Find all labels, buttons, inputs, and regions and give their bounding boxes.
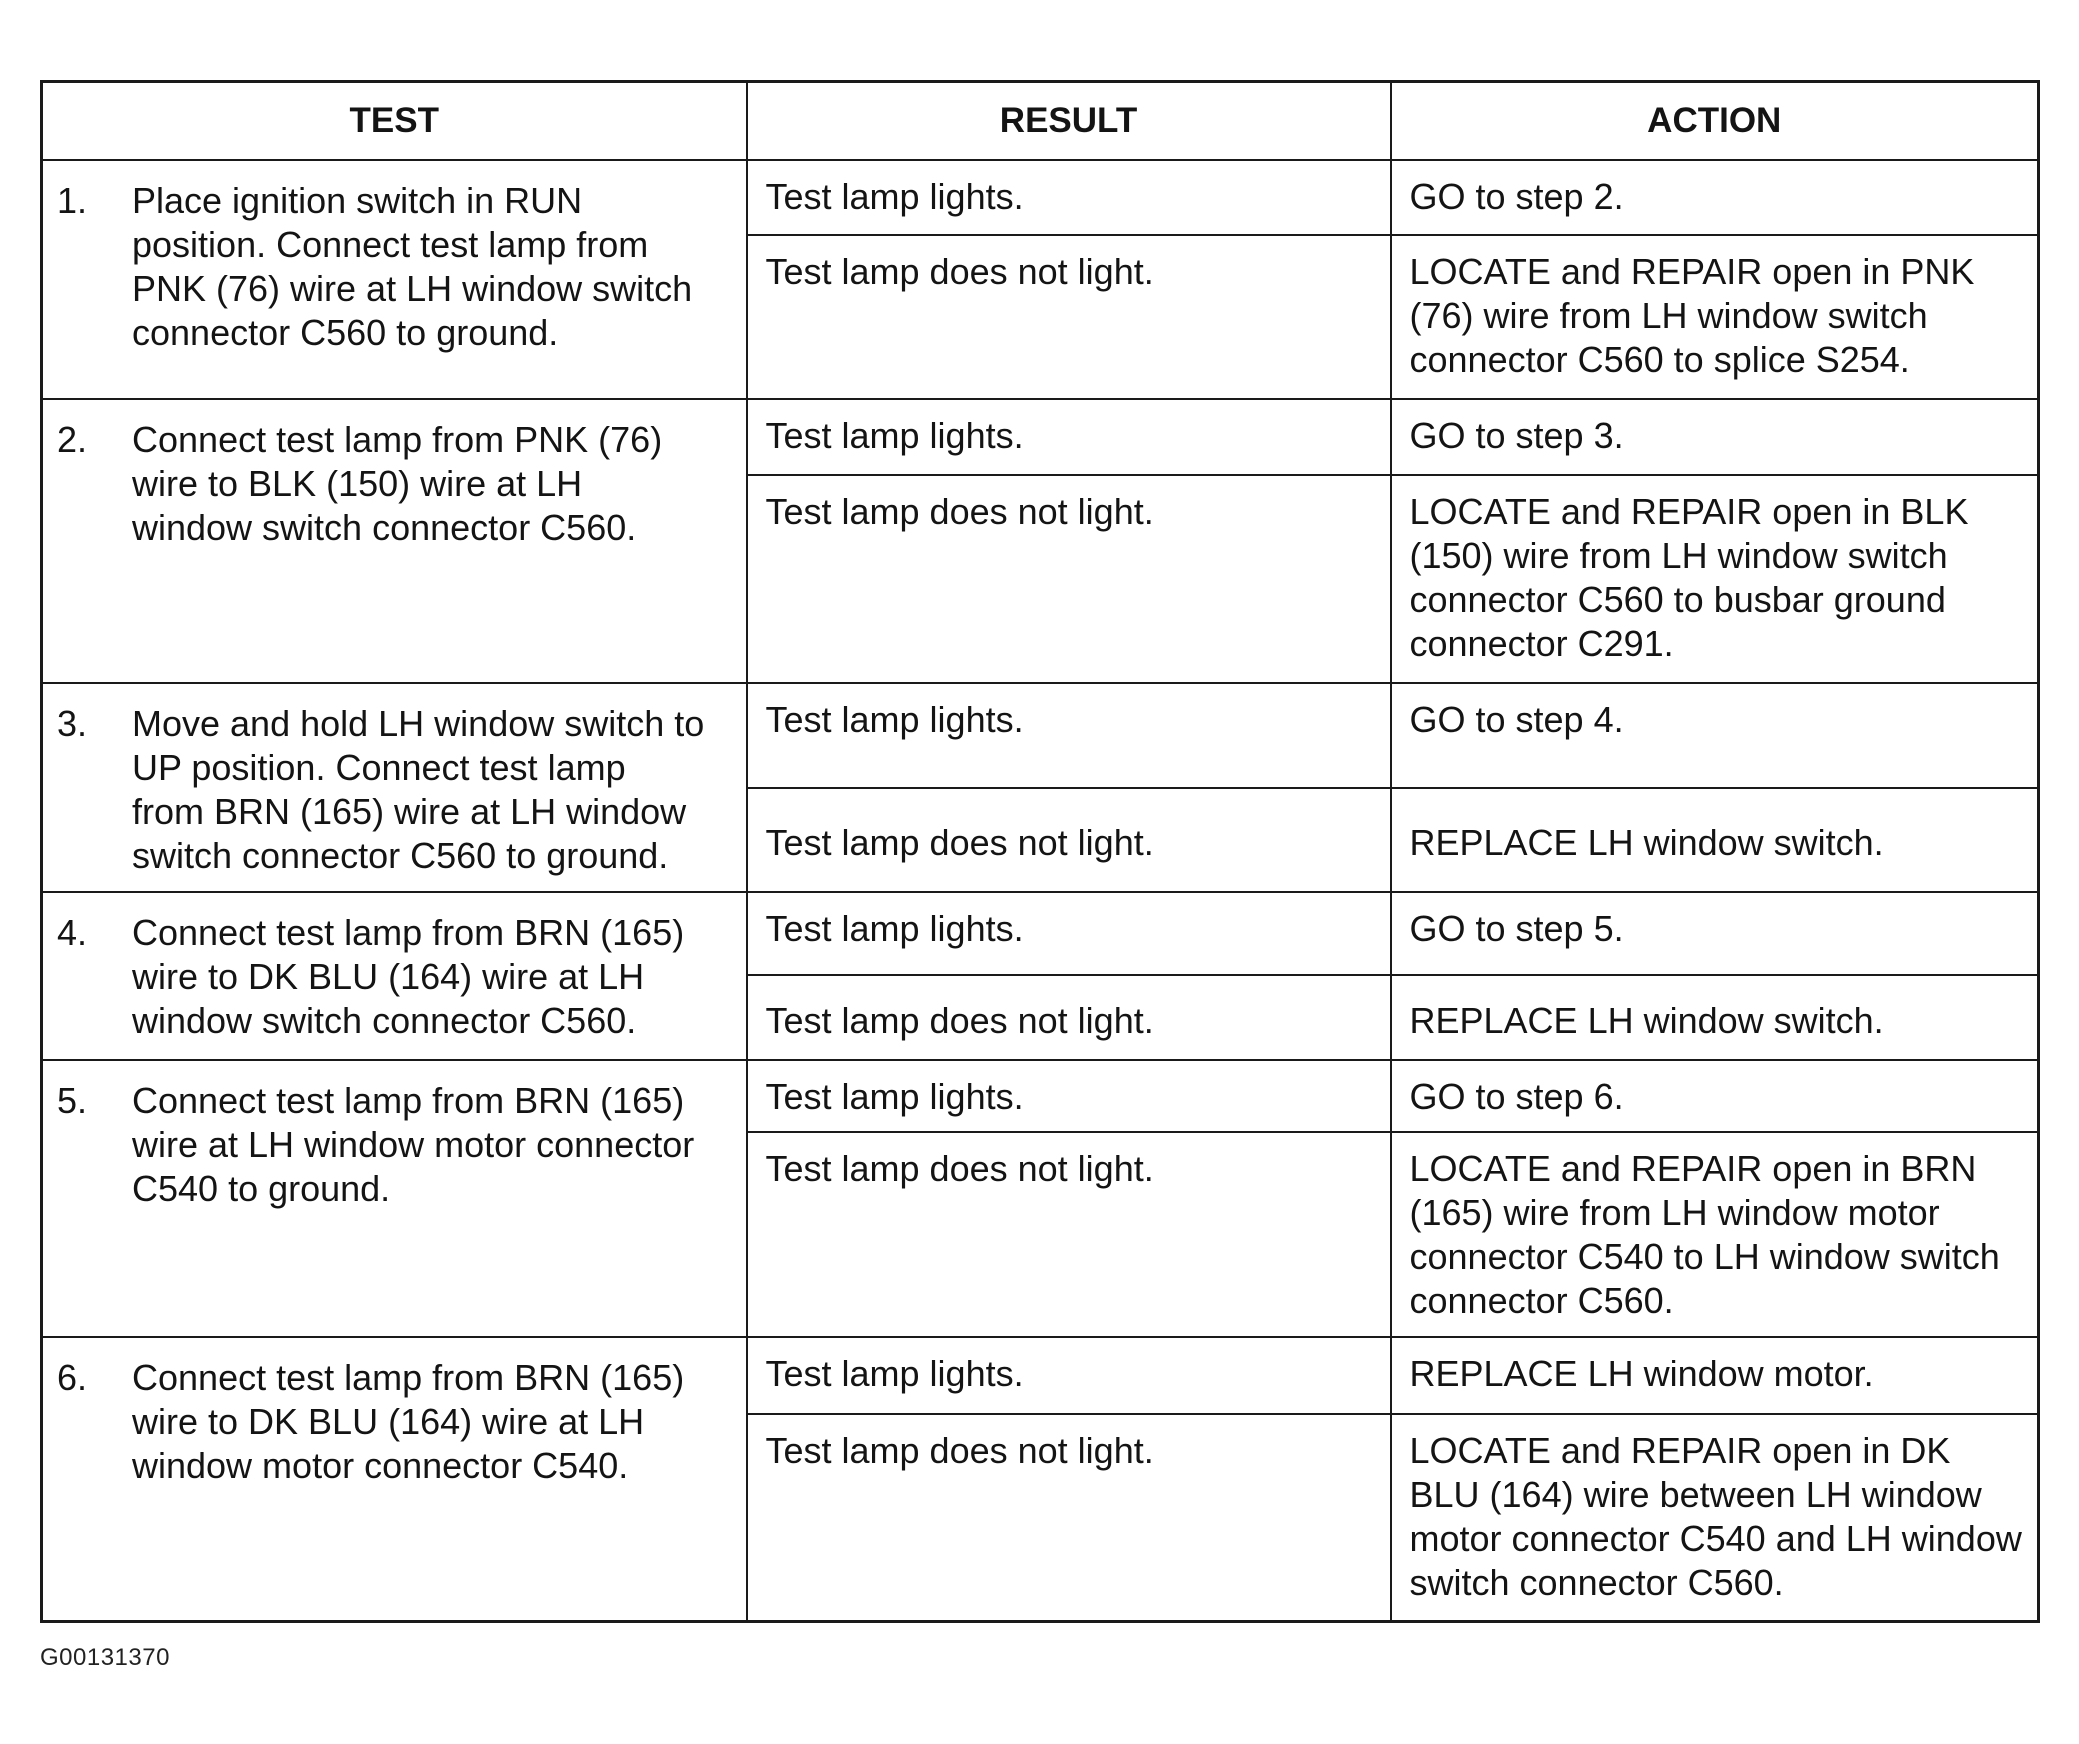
header-result: RESULT bbox=[747, 82, 1391, 161]
header-action: ACTION bbox=[1391, 82, 2039, 161]
step-1-test-text: Place ignition switch in RUN position. Connect test lamp from PNK (76) wire at LH window switch connector C560 to ground. bbox=[132, 180, 693, 353]
header-test: TEST bbox=[42, 82, 747, 161]
step-5-test-cell bbox=[42, 1060, 747, 1337]
step-4-result-1: Test lamp lights. bbox=[747, 892, 1391, 975]
step-4-action-1: GO to step 5. bbox=[1391, 892, 2039, 975]
header-row bbox=[42, 82, 2039, 161]
step-5-test-text: Connect test lamp from BRN (165) wire at LH window motor connector C540 to ground. bbox=[132, 1080, 695, 1209]
step-2-row-a bbox=[42, 399, 2039, 475]
step-3-test-text: Move and hold LH window switch to UP position. Connect test lamp from BRN (165) wire at LH window switch connector C560 to ground. bbox=[132, 703, 705, 876]
step-1-row-a bbox=[42, 160, 2039, 235]
figure-code: G00131370 bbox=[40, 1644, 170, 1671]
step-4-row-a bbox=[42, 892, 2039, 975]
step-1-test-cell bbox=[42, 160, 747, 399]
step-2-action-1: GO to step 3. bbox=[1391, 399, 2039, 475]
step-2-action-2: LOCATE and REPAIR open in BLK (150) wire from LH window switch connector C560 to busbar ground connector C291. bbox=[1391, 475, 2039, 683]
step-3-result-2: Test lamp does not light. bbox=[747, 788, 1391, 892]
step-3-result-1: Test lamp lights. bbox=[747, 683, 1391, 788]
step-6-test-cell bbox=[42, 1337, 747, 1621]
step-6-test-text: Connect test lamp from BRN (165) wire to DK BLU (164) wire at LH window motor connector C540. bbox=[132, 1357, 685, 1486]
step-2-result-2: Test lamp does not light. bbox=[747, 475, 1391, 683]
step-6-row-a bbox=[42, 1337, 2039, 1414]
step-1-result-1: Test lamp lights. bbox=[747, 160, 1391, 235]
step-5-row-a bbox=[42, 1060, 2039, 1132]
step-3-action-1: GO to step 4. bbox=[1391, 683, 2039, 788]
diagnostic-test-table bbox=[40, 80, 2040, 1623]
step-1-result-2: Test lamp does not light. bbox=[747, 235, 1391, 399]
step-2-test-cell bbox=[42, 399, 747, 683]
step-3-row-a bbox=[42, 683, 2039, 788]
step-5-action-1: GO to step 6. bbox=[1391, 1060, 2039, 1132]
step-6-number: 6. bbox=[57, 1357, 88, 1398]
step-6-action-2: LOCATE and REPAIR open in DK BLU (164) wire between LH window motor connector C540 and LH window switch connector C560. bbox=[1391, 1414, 2039, 1621]
step-5-result-1: Test lamp lights. bbox=[747, 1060, 1391, 1132]
step-4-test-cell bbox=[42, 892, 747, 1060]
step-4-result-2: Test lamp does not light. bbox=[747, 975, 1391, 1060]
step-6-result-1: Test lamp lights. bbox=[747, 1337, 1391, 1414]
step-5-result-2: Test lamp does not light. bbox=[747, 1132, 1391, 1337]
step-4-action-2: REPLACE LH window switch. bbox=[1391, 975, 2039, 1060]
step-6-action-1: REPLACE LH window motor. bbox=[1391, 1337, 2039, 1414]
step-1-number: 1. bbox=[57, 180, 88, 221]
step-4-test-text: Connect test lamp from BRN (165) wire to DK BLU (164) wire at LH window switch connector C560. bbox=[132, 912, 685, 1041]
step-2-result-1: Test lamp lights. bbox=[747, 399, 1391, 475]
step-5-number: 5. bbox=[57, 1080, 88, 1121]
step-1-action-2: LOCATE and REPAIR open in PNK (76) wire from LH window switch connector C560 to splice S254. bbox=[1391, 235, 2039, 399]
step-3-number: 3. bbox=[57, 703, 88, 744]
step-6-result-2: Test lamp does not light. bbox=[747, 1414, 1391, 1621]
step-1-action-1: GO to step 2. bbox=[1391, 160, 2039, 235]
step-5-action-2: LOCATE and REPAIR open in BRN (165) wire from LH window motor connector C540 to LH window switch connector C560. bbox=[1391, 1132, 2039, 1337]
step-4-number: 4. bbox=[57, 912, 88, 953]
step-3-action-2: REPLACE LH window switch. bbox=[1391, 788, 2039, 892]
step-2-test-text: Connect test lamp from PNK (76) wire to BLK (150) wire at LH window switch connector C560. bbox=[132, 419, 663, 548]
step-2-number: 2. bbox=[57, 419, 88, 460]
step-3-test-cell bbox=[42, 683, 747, 892]
